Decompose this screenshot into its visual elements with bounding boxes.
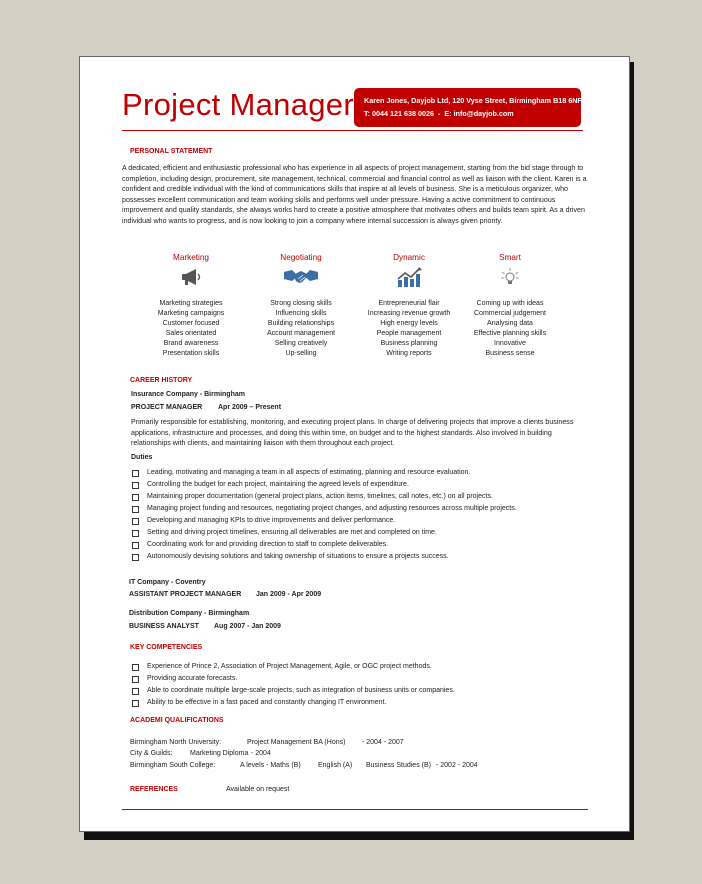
- skill-item: Marketing strategies: [159, 300, 223, 307]
- job3-title: BUSINESS ANALYST: [129, 623, 199, 630]
- competency-item: Experience of Prince 2, Association of Project Management, Agile, or OGC project methods.: [132, 661, 455, 673]
- skill-item: Marketing campaigns: [157, 310, 225, 317]
- job3-company: Distribution Company - Birmingham: [129, 610, 250, 617]
- qual-row2-dates: - 2004: [251, 750, 271, 757]
- skill-item: People management: [376, 330, 442, 337]
- qual-row3-institution: Birmingham South College:: [130, 762, 216, 769]
- qual-row3-business: Business Studies (B): [366, 762, 431, 769]
- skill-item: Writing reports: [386, 350, 432, 357]
- skill-column-dynamic: [359, 253, 459, 359]
- qual-row1-course: Project Management BA (Hons): [247, 739, 346, 746]
- duty-item: Setting and driving project timelines, ensuring all deliverables are met and completed on time.: [132, 527, 517, 539]
- duty-item: Leading, motivating and managing a team in all aspects of estimating, planning and resource evaluation.: [132, 467, 517, 479]
- skill-item: Brand awareness: [163, 340, 219, 347]
- skill-column-smart: [460, 253, 560, 359]
- skill-item: Entrepreneurial flair: [378, 300, 440, 307]
- job1-company: Insurance Company - Birmingham: [131, 391, 245, 398]
- qual-row3-alevels: A levels - Maths (B): [240, 762, 301, 769]
- skill-item: High energy levels: [380, 320, 438, 327]
- job3-dates: Aug 2007 - Jan 2009: [214, 623, 281, 630]
- competency-item: Providing accurate forecasts.: [132, 673, 455, 685]
- skill-item: Up-selling: [285, 350, 317, 357]
- career-history-heading: CAREER HISTORY: [130, 377, 193, 384]
- contact-address: Karen Jones, Dayjob Ltd, 120 Vyse Street, Birmingham B18 6NF: [364, 96, 582, 105]
- qualifications-heading: ACADEMI QUALIFICATIONS: [130, 717, 224, 724]
- job2-dates: Jan 2009 - Apr 2009: [256, 591, 322, 598]
- skill-title: Dynamic: [393, 253, 425, 262]
- skill-title: Smart: [499, 253, 521, 262]
- growth-chart-icon: [359, 266, 459, 288]
- competencies-list: [132, 661, 455, 709]
- personal-statement-text: A dedicated, efficient and enthusiastic professional who has experience in all aspects of project management, starting from the bid stage through to completion, including design, procurement, site management, technical, commercial and financial control as well as liaison with the client. Karen is a confident and credible individual with the kind of communications skills that inspire at all levels of business. She is a meticulous organizer, who possesses excellent communication and team working skills and performs well under pressure. Having a active commitment to continuous improvement and quality standards, she always works hard to create a positive atmosphere that motivates others and builds team spirit. As a driven individual who wants to progress, and is now looking to join a company where internal succession is always given priority.: [122, 164, 587, 225]
- email-prefix: E:: [444, 109, 452, 118]
- qual-row1-institution: Birmingham North University:: [130, 739, 222, 746]
- skill-item: Coming up with ideas: [476, 300, 544, 307]
- skill-item: Commercial judgement: [474, 310, 546, 317]
- competency-item: Able to coordinate multiple large-scale projects, such as integration of business units or companies.: [132, 685, 455, 697]
- personal-statement-heading: PERSONAL STATEMENT: [130, 148, 213, 155]
- references-text: Available on request: [226, 786, 290, 793]
- title-divider: [122, 130, 583, 131]
- resume-page: [79, 56, 630, 832]
- skill-item: Selling creatively: [274, 340, 328, 347]
- contact-box: [354, 88, 581, 127]
- skill-item: Effective planning skills: [473, 330, 547, 337]
- skill-item: Strong closing skills: [270, 300, 332, 307]
- competency-item: Ability to be effective in a fast paced and constantly changing IT environment.: [132, 697, 455, 709]
- phone-prefix: T:: [364, 109, 370, 118]
- lightbulb-icon: [460, 266, 560, 288]
- qual-row2-institution: City & Guilds:: [130, 750, 173, 757]
- duty-item: Developing and managing KPIs to drive improvements and deliver performance.: [132, 515, 517, 527]
- job1-title: PROJECT MANAGER: [131, 404, 203, 411]
- qual-row3-english: English (A): [318, 762, 353, 769]
- qual-row1-dates: - 2004 - 2007: [362, 739, 404, 746]
- job2-title: ASSISTANT PROJECT MANAGER: [129, 591, 242, 598]
- duty-item: Managing project funding and resources, negotiating project changes, and adjusting resources across multiple projects.: [132, 503, 517, 515]
- duty-item: Maintaining proper documentation (general project plans, action items, timelines, call notes, etc.) on all projects.: [132, 491, 517, 503]
- skill-item: Customer focused: [162, 320, 220, 327]
- duties-list: [132, 467, 517, 563]
- job1-summary: Primarily responsible for establishing, monitoring, and executing project plans. In charge of delivering projects that improve a clients business applications, infrastructure and processes, and doing this within time, on budget and to the highest standards. Also involved in building relationships with clients, and maintaining liaison with them throughout each project.: [131, 418, 574, 448]
- phone-number[interactable]: 0044 121 638 0026: [372, 109, 434, 118]
- email-link[interactable]: info@dayjob.com: [453, 109, 514, 118]
- megaphone-icon: [141, 266, 241, 288]
- handshake-icon: [251, 266, 351, 288]
- job2-company: IT Company - Coventry: [129, 579, 206, 586]
- skill-column-negotiating: [251, 253, 351, 359]
- duty-item: Autonomously devising solutions and taking ownership of situations to ensure a projects success.: [132, 551, 517, 563]
- qual-row2-course: Marketing Diploma: [190, 750, 249, 757]
- skill-item: Presentation skills: [162, 350, 220, 357]
- skill-item: Business sense: [485, 350, 535, 357]
- skill-title: Negotiating: [280, 253, 322, 262]
- skill-item: Building relationships: [267, 320, 335, 327]
- skill-item: Increasing revenue growth: [367, 310, 451, 317]
- skill-item: Business planning: [380, 340, 438, 347]
- duty-item: Coordinating work for and providing direction to staff to complete deliverables.: [132, 539, 517, 551]
- job1-dates: Apr 2009 – Present: [218, 404, 282, 411]
- page-title: Project Manager: [122, 87, 354, 122]
- duties-label: Duties: [131, 454, 153, 461]
- skill-item: Innovative: [494, 340, 526, 347]
- key-competencies-heading: KEY COMPETENCIES: [130, 644, 203, 651]
- bottom-divider: [122, 809, 588, 810]
- contact-details: [364, 107, 581, 120]
- duty-item: Controlling the budget for each project, maintaining the agreed levels of expenditure.: [132, 479, 517, 491]
- skill-title: Marketing: [173, 253, 209, 262]
- skill-item: Analysing data: [487, 320, 533, 327]
- skill-item: Sales orientated: [165, 330, 217, 337]
- contact-separator: -: [437, 109, 441, 118]
- skill-column-marketing: [141, 253, 241, 359]
- qual-row3-dates: - 2002 - 2004: [436, 762, 478, 769]
- skill-item: Influencing skills: [275, 310, 327, 317]
- skill-item: Account management: [266, 330, 336, 337]
- references-heading: REFERENCES: [130, 786, 178, 793]
